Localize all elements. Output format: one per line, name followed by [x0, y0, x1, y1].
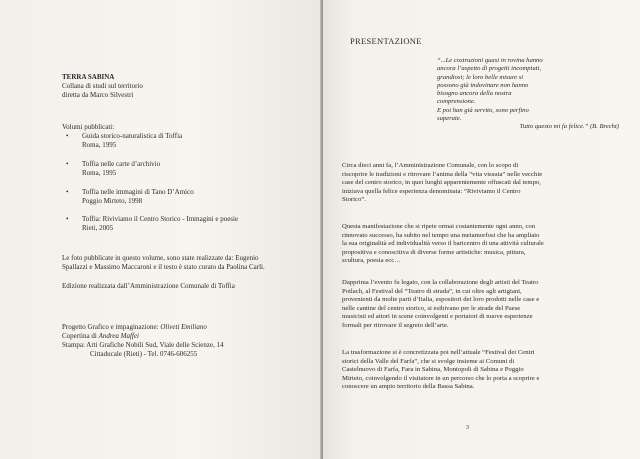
paragraph-line: La trasformazione si è concretizzata poi nell’attuale “Festival dei Centri [342, 349, 535, 356]
volume-title: Toffia nelle carte d’archivio [82, 160, 161, 168]
paragraph-line: iniziava quella felice esperienza denominata: “Riviviamo il Centro [342, 187, 521, 195]
paragraph [342, 279, 624, 331]
paragraph-line: Questa manifestazione che si ripete ormai costantemente ogni anno, con [342, 223, 536, 230]
series-title: TERRA SABINA [62, 73, 115, 81]
volume-place-year: Roma, 1995 [82, 169, 117, 177]
photo-credits-line: Spallazzi e Massimo Maccaroni e il testo è stato curato da Paolina Carli. [62, 263, 265, 271]
bullet-icon: • [66, 160, 69, 168]
paragraph-line: Castelnuovo di Farfa, Fara in Sabina, Montopoli di Sabina e Poggio [342, 366, 524, 374]
quote-line: superate. [437, 115, 462, 123]
paragraph-line: provenienti da molte parti d’Italia, espositori dei loro prodotti nelle case e [342, 296, 540, 304]
quote-line: bisogno ancora della nostra [437, 90, 512, 98]
presentation-heading: PRESENTAZIONE [350, 36, 422, 46]
paragraph-line: musicisti ed attori in scene coinvolgenti e portatori di nuove esperienze [342, 313, 533, 321]
paragraph-line: formali per ritrovare il segreto dell’arte. [342, 321, 449, 329]
paragraph [342, 349, 624, 392]
paragraph-line: Potlach, al Festival del “Teatro di strada”, in cui oltre agli artigiani, [342, 287, 522, 295]
paragraph-line: Storico”. [342, 196, 366, 204]
paragraph-line: nelle cantine del centro storico, si esibivano per le strade del Paese [342, 304, 521, 312]
bullet-icon: • [66, 132, 69, 140]
quote-line: comprensione. [437, 98, 476, 106]
paragraph-line: propositiva e conoscitiva di diverse forme artistiche: musica, pittura, [342, 248, 526, 256]
paragraph-line: riscoprire le tradizioni e ritrovare l’anima della “vita vissuta” nelle vecchie [342, 170, 543, 178]
paragraph-line: case del centro storico, in quei luoghi apparentemente offuscati dal tempo, [342, 179, 541, 187]
edition-note: Edizione realizzata dall’Amministrazione Comunale di Toffia [62, 282, 235, 290]
paragraph-line: conoscere un ampio territorio della Bassa Sabina. [342, 383, 475, 391]
design-name: Oliveti Emiliano [160, 323, 207, 331]
paragraph-line: la sua originalità ed individualità verso il baricentro di una attività culturale [342, 240, 544, 248]
cover-label: Copertina di [62, 332, 99, 340]
volume-place-year: Roma, 1995 [82, 141, 117, 149]
brecht-quote [437, 57, 627, 132]
quote-line: Tutto questo mi fa felice.” (B. Brecht) [519, 123, 619, 131]
series-editor: diretta da Marco Silvestri [62, 91, 134, 99]
paragraph-line: Dapprima l’evento fu legato, con la collaborazione degli artisti del Teatro [342, 279, 539, 286]
volume-title: Guida storico-naturalistica di Toffia [82, 132, 183, 140]
quote-line: E poi han già servito, sono perfino [437, 106, 529, 114]
published-heading: Volumi pubblicati: [62, 123, 115, 131]
paragraph-line: Mirteto, coinvolgendo il visitatore in un percorso che lo porta a scoprire e [342, 374, 540, 382]
volume-place-year: Poggio Mirteto, 1998 [82, 197, 143, 205]
volume-title: Toffia: Riviviamo il Centro Storico - Immagini e poesie [82, 215, 239, 223]
print-credit-line2: Cittaducale (Rieti) - Tel. 0746-606255 [90, 350, 198, 358]
paragraph-line: scultura, poesia ecc… [342, 257, 401, 265]
volume-place-year: Rieti, 2005 [82, 224, 114, 232]
paragraph [342, 223, 624, 266]
print-credit-line1: Stampa: Arti Grafiche Nobili Sud, Viale delle Scienze, 14 [62, 341, 224, 349]
design-credit [62, 323, 207, 332]
bullet-icon: • [66, 215, 69, 223]
photo-credits-line: Le foto pubblicate in questo volume, sono state realizzate da: Eugenio [62, 254, 259, 262]
page-number: 3 [466, 425, 469, 431]
design-label: Progetto Grafico e impaginazione: [62, 323, 161, 331]
quote-line: ancora l’aspetto di progetti incompiuti, [437, 65, 541, 73]
paragraph [342, 162, 624, 205]
bullet-icon: • [66, 188, 69, 196]
paragraph-line: Circa dieci anni fa, l’Amministrazione Comunale, con lo scopo di [342, 162, 519, 169]
paragraph-line: storici della Valle del Farfa”, che si svolge insieme ai Comuni di [342, 357, 515, 365]
quote-line: “...Le costruzioni quasi in rovina hanno [437, 57, 543, 64]
paragraph-line: rinnovato successo, ha subito nel tempo una metamorfosi che ha ampliato [342, 231, 540, 239]
quote-line: possono già indovinare non hanno [437, 81, 529, 89]
cover-credit [62, 332, 139, 341]
series-subtitle: Collana di studi sul territorio [62, 82, 143, 90]
volume-title: Toffia nelle immagini di Tano D’Amico [82, 188, 194, 196]
cover-name: Andrea Maffei [98, 332, 139, 340]
quote-line: grandiosi; le loro belle misure si [437, 73, 524, 81]
